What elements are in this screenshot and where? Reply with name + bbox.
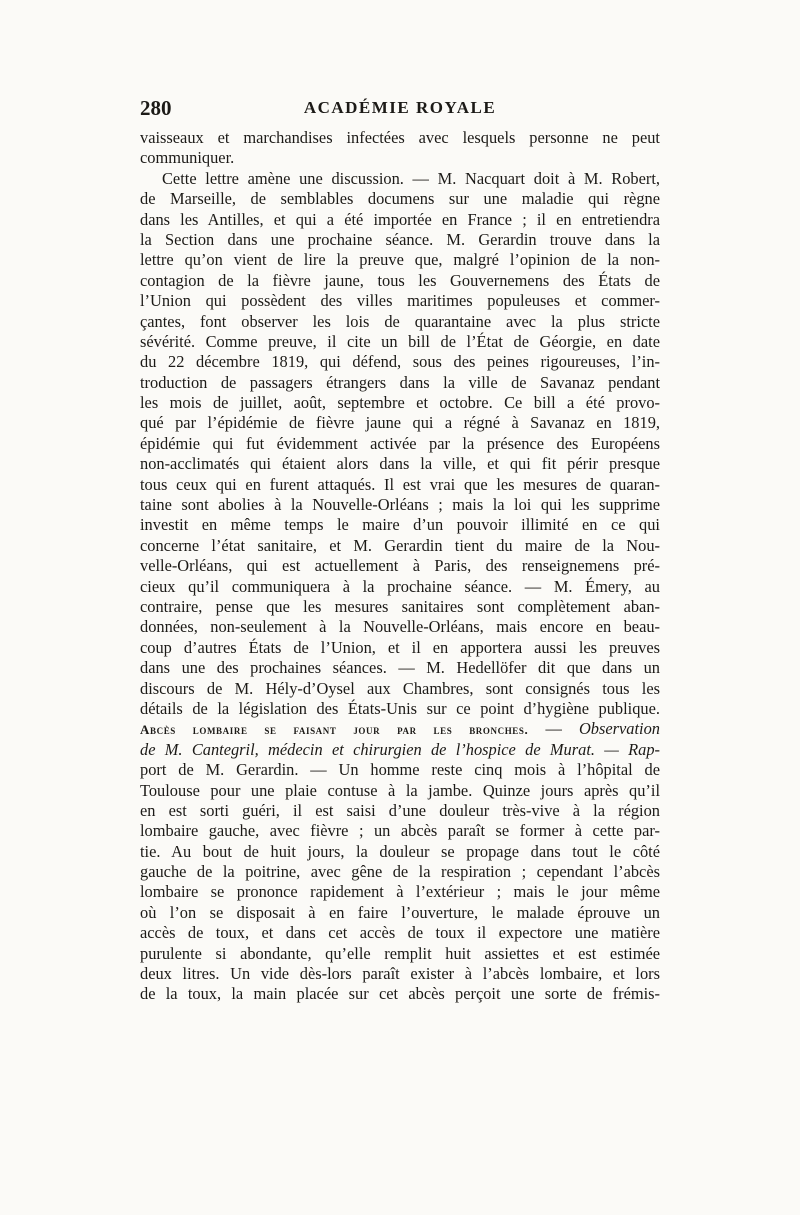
text-line: de M. Cantegril, médecin et chirurgien de l’hospice de Murat. — Rap- xyxy=(140,739,660,759)
text-line: communiquer. xyxy=(140,148,235,168)
text-line: tous ceux qui en furent attaqués. Il est vrai que les mesures de quaran- xyxy=(140,474,660,494)
text-line: épidémie qui fut évidemment activée par la présence des Européens xyxy=(140,433,660,453)
text-line: port de M. Gerardin. — Un homme reste cinq mois à l’hôpital de xyxy=(140,760,660,780)
text-line: deux litres. Un vide dès-lors paraît exister à l’abcès lombaire, et lors xyxy=(140,964,660,984)
running-head: ACADÉMIE ROYALE xyxy=(303,98,497,117)
text-line: purulente si abondante, qu’elle remplit huit assiettes et est estimée xyxy=(140,943,660,963)
text-line: qué par l’épidémie de fièvre jaune qui a régné à Savanaz en 1819, xyxy=(140,413,660,433)
text-line: vaisseaux et marchandises infectées avec lesquels personne ne peut xyxy=(140,128,660,147)
text-line: investit en même temps le maire d’un pouvoir illimité en ce qui xyxy=(140,515,660,535)
text-line: contraire, pense que les mesures sanitaires sont complètement aban- xyxy=(140,596,660,616)
text-line: taine sont abolies à la Nouvelle-Orléans ; mais la loi qui les supprime xyxy=(140,495,660,515)
heading-dash: — xyxy=(528,719,579,739)
text-line: où l’on se disposait à en faire l’ouverture, le malade éprouve un xyxy=(140,902,660,922)
text-line: la Section dans une prochaine séance. M. Gerardin trouve dans la xyxy=(140,229,660,249)
text-line: troduction de passagers étrangers dans la ville de Savanaz pendant xyxy=(140,372,660,392)
heading-observation: Observation xyxy=(578,719,660,739)
text-line: accès de toux, et dans cet accès de toux il expectore une matière xyxy=(140,923,660,943)
text-line: dans les Antilles, et qui a été importée en France ; il en entretiendra xyxy=(140,209,660,229)
text-line: du 22 décembre 1819, qui défend, sous des peines rigoureuses, l’in- xyxy=(140,352,660,372)
section-heading-line xyxy=(140,719,660,739)
text-line: cieux qu’il communiquera à la prochaine séance. — M. Émery, au xyxy=(140,576,660,596)
text-line: de Marseille, de semblables documens sur une maladie qui règne xyxy=(140,189,660,209)
page-header xyxy=(140,96,660,126)
text-line: de la toux, la main placée sur cet abcès perçoit une sorte de frémis- xyxy=(140,984,660,1004)
text-line: sévérité. Comme preuve, il cite un bill de l’État de Géorgie, en date xyxy=(140,331,660,351)
text-line: les mois de juillet, août, septembre et octobre. Ce bill a été provo- xyxy=(140,393,660,413)
text-line: çantes, font observer les lois de quarantaine avec la plus stricte xyxy=(140,311,660,331)
text-line: en est sorti guéri, il est saisi d’une douleur très-vive à la région xyxy=(140,800,660,820)
text-line: l’Union qui possèdent des villes maritimes populeuses et commer- xyxy=(140,291,660,311)
text-line: velle-Orléans, qui est actuellement à Paris, des renseignemens pré- xyxy=(140,556,660,576)
text-line: non-acclimatés qui étaient alors dans la ville, et qui fit périr presque xyxy=(140,454,660,474)
body-text xyxy=(140,128,660,1005)
text-line: concerne l’état sanitaire, et M. Gerardin tient du maire de la Nou- xyxy=(140,535,660,555)
section-heading: Abcès lombaire se faisant jour par les bronches. xyxy=(140,722,529,738)
text-line: tie. Au bout de huit jours, la douleur se propage dans tout le côté xyxy=(140,841,660,861)
text-line: dans une des prochaines séances. — M. Hedellöfer dit que dans un xyxy=(140,658,660,678)
text-line: contagion de la fièvre jaune, tous les Gouvernemens des États de xyxy=(140,270,660,290)
page-number: 280 xyxy=(140,96,172,120)
text-line: détails de la législation des États-Unis sur ce point d’hygiène publique. xyxy=(140,698,660,718)
text-line: coup d’autres États de l’Union, et il en apportera aussi les preuves xyxy=(140,637,660,657)
text-line: gauche de la poitrine, avec gêne de la respiration ; cependant l’abcès xyxy=(140,862,660,882)
text-line: Cette lettre amène une discussion. — M. Nacquart doit à M. Robert, xyxy=(162,168,660,188)
text-line: lombaire gauche, avec fièvre ; un abcès paraît se former à cette par- xyxy=(140,821,660,841)
text-line: lombaire se prononce rapidement à l’extérieur ; mais le jour même xyxy=(140,882,660,902)
text-line: Toulouse pour une plaie contuse à la jambe. Quinze jours après qu’il xyxy=(140,780,660,800)
text-line: lettre qu’on vient de lire la preuve que, malgré l’opinion de la non- xyxy=(140,250,660,270)
text-line: données, non-seulement à la Nouvelle-Orléans, mais encore en beau- xyxy=(140,617,660,637)
text-line: discours de M. Hély-d’Oysel aux Chambres, sont consignés tous les xyxy=(140,678,660,698)
